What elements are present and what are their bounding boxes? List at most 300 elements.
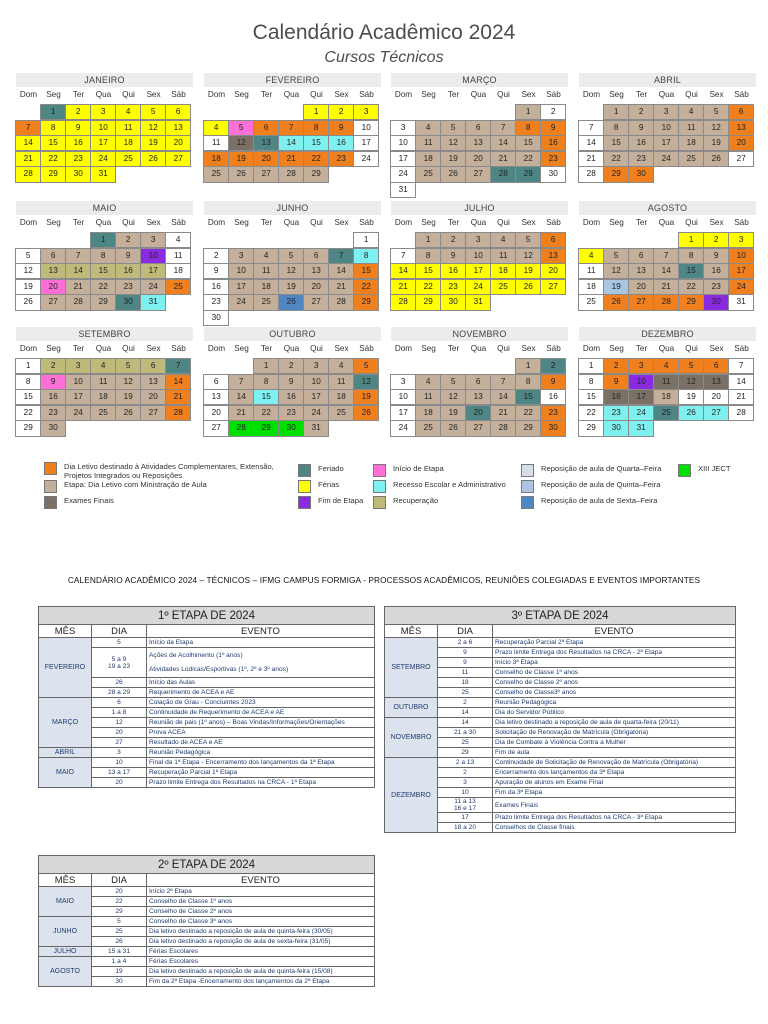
empty-cell [203,232,229,248]
weekday-label: Ter [260,90,273,99]
day-cell: 23 [628,151,654,167]
day-cell: 11 a 13 16 e 17 [438,798,493,813]
day-cell: 4 [115,104,141,120]
day-cell: 18 a 20 [438,823,493,833]
weekday-label: Qua [470,218,487,227]
empty-cell [653,232,679,248]
day-cell: 11 [253,263,279,279]
legend-swatch [521,464,534,477]
day-cell: 7 [65,248,91,264]
weekday-label: Qua [95,344,112,353]
document-heading: CALENDÁRIO ACADÊMICO 2024 – TÉCNICOS – IFMG CAMPUS FORMIGA - PROCESSOS ACADÊMICOS, REUNIÕES COLEGIADAS E EVENTOS IMPORTANTES [67,575,701,585]
day-cell: 27 [253,166,279,182]
event-cell: Conselho de Classe 2º anos [147,907,375,917]
day-cell: 19 [703,135,729,151]
day-cell: 24 [353,151,379,167]
day-cell: 17 [303,389,329,405]
day-cell: 18 [203,151,229,167]
month-name: JULHO [391,201,568,215]
legend-label: Reposição de aula de Quarta–Feira [541,464,662,473]
day-cell: 4 [490,232,516,248]
day-cell: 21 [653,279,679,295]
legend-item [298,464,344,477]
weekday-label: Seg [421,90,436,99]
weekday-label: Qui [122,90,135,99]
empty-cell [490,104,516,120]
day-cell: 20 [703,389,729,405]
month-name: FEVEREIRO [204,73,381,87]
day-cell: 6 [703,358,729,374]
weekday-label: Dom [582,90,601,99]
empty-cell [415,104,441,120]
day-cell: 4 [165,232,191,248]
legend-swatch [373,496,386,509]
weekday-label: Sáb [171,90,186,99]
day-cell: 20 [140,389,166,405]
day-cell: 5 [440,120,466,136]
day-cell: 12 [703,120,729,136]
legend-label: Férias [318,480,340,489]
day-cell: 27 [540,279,566,295]
day-cell: 9 [603,374,629,390]
event-cell: Final da 1ª Etapa - Encerramento dos lançamentos da 1ª Etapa [147,758,375,768]
weekday-label: Seg [234,90,249,99]
day-cell: 25 [678,151,704,167]
day-cell: 25 [115,151,141,167]
day-cell: 23 [278,405,304,421]
day-cell: 19 [92,967,147,977]
day-cell: 8 [253,374,279,390]
day-cell: 6 [92,698,147,708]
col-mes: MÊS [39,874,92,887]
day-cell: 20 [203,405,229,421]
day-cell: 26 [703,151,729,167]
day-cell: 20 [253,151,279,167]
col-mes: MÊS [385,625,438,638]
day-cell: 7 [390,248,416,264]
day-cell: 9 [703,248,729,264]
day-cell: 11 [203,135,229,151]
day-cell: 29 [438,748,493,758]
legend-item [373,496,438,509]
day-cell: 17 [653,135,679,151]
day-cell: 8 [515,120,541,136]
day-cell: 14 [390,263,416,279]
empty-cell [465,358,491,374]
weekday-label: Sex [521,218,536,227]
day-cell: 20 [728,135,754,151]
day-cell: 5 [278,248,304,264]
event-cell: Início 2ª Etapa [147,887,375,897]
day-cell: 25 [92,927,147,937]
col-dia: DIA [92,874,147,887]
day-cell: 20 [92,887,147,897]
day-cell: 28 [328,294,354,310]
empty-cell [253,232,279,248]
month-maio [16,201,193,310]
day-cell: 28 [15,166,41,182]
legend-swatch [678,464,691,477]
day-cell: 15 [253,389,279,405]
day-cell: 16 [540,389,566,405]
day-cell: 7 [165,358,191,374]
day-cell: 21 [65,279,91,295]
day-cell: 23 [540,151,566,167]
day-cell: 13 [540,248,566,264]
day-cell: 25 [328,405,354,421]
day-cell: 12 [515,248,541,264]
table-row [385,688,736,698]
day-cell: 2 [278,358,304,374]
day-cell: 3 [65,358,91,374]
day-cell: 7 [278,120,304,136]
day-cell: 13 [40,263,66,279]
table-row [39,957,375,967]
day-cell: 16 [203,279,229,295]
day-cell: 1 [253,358,279,374]
day-cell: 16 [278,389,304,405]
weekday-label: Seg [421,218,436,227]
month-dezembro [579,327,756,436]
day-cell: 21 [490,151,516,167]
day-cell: 16 [65,135,91,151]
day-cell: 13 [465,389,491,405]
day-cell: 13 [703,374,729,390]
weekday-label: Sáb [546,344,561,353]
day-cell: 27 [703,405,729,421]
day-cell: 2 [628,104,654,120]
month-cell: OUTUBRO [385,698,438,718]
day-cell: 31 [465,294,491,310]
day-cell: 11 [678,120,704,136]
day-cell: 9 [440,248,466,264]
day-cell: 24 [390,420,416,436]
weekday-label: Dom [207,344,226,353]
weekday-header [391,87,568,102]
event-cell: Início 3ª Etapa [493,658,736,668]
weekday-label: Dom [207,218,226,227]
day-cell: 1 [515,358,541,374]
day-cell: 28 [228,420,254,436]
day-cell: 18 [653,389,679,405]
day-cell: 23 [703,279,729,295]
table-row [385,728,736,738]
table-row [385,748,736,758]
legend-item [298,480,339,493]
day-cell: 26 [140,151,166,167]
table-row [385,698,736,708]
day-cell: 11 [415,389,441,405]
day-cell: 28 [653,294,679,310]
day-cell: 2 [40,358,66,374]
weekday-label: Qui [497,90,510,99]
month-cell: MAIO [39,758,92,788]
day-cell: 27 [92,738,147,748]
day-cell: 29 [40,166,66,182]
weekday-label: Ter [447,90,460,99]
day-cell: 8 [40,120,66,136]
day-cell: 1 [515,104,541,120]
table-row [39,917,375,927]
day-cell: 17 [465,263,491,279]
month-cell: FEVEREIRO [39,638,92,698]
day-cell: 23 [65,151,91,167]
day-cell: 13 a 17 [92,768,147,778]
day-cell: 2 [540,358,566,374]
day-cell: 1 [90,232,116,248]
table-row [385,798,736,813]
table-row [385,668,736,678]
event-cell: Início da Etapa [147,638,375,648]
day-cell: 19 [440,405,466,421]
day-cell: 8 [90,248,116,264]
day-cell: 23 [203,294,229,310]
day-cell: 14 [228,389,254,405]
day-cell: 3 [228,248,254,264]
day-cell: 14 [165,374,191,390]
legend-label: Dia Letivo destinado à Atividades Complementares, Extensão, Projetos Integrados ou Reposições [64,462,274,480]
day-cell: 9 [203,263,229,279]
event-cell: Férias Escolares [147,957,375,967]
weekday-label: Qui [685,218,698,227]
day-cell: 18 [253,279,279,295]
event-cell: Prazo limite Entrega dos Resultados na CRCA - 2ª Etapa [493,648,736,658]
weekday-label: Qua [658,90,675,99]
empty-cell [228,232,254,248]
day-cell: 19 [353,389,379,405]
month-cell: JULHO [39,947,92,957]
day-cell: 21 [490,405,516,421]
weekday-label: Sáb [359,90,374,99]
day-cell: 2 [328,104,354,120]
day-cell: 20 [92,778,147,788]
day-cell: 26 [92,937,147,947]
weekday-label: Sex [146,218,161,227]
event-cell: Prazo limite Entrega dos Resultados na CRCA - 3ª Etapa [493,813,736,823]
day-cell: 8 [515,374,541,390]
empty-cell [603,232,629,248]
weekday-label: Seg [609,344,624,353]
month-name: JANEIRO [16,73,193,87]
day-cell: 25 [438,738,493,748]
day-cell: 26 [440,166,466,182]
event-cell: Fim da 2ª Etapa -Encerramento dos lançamentos da 2ª Etapa [147,977,375,987]
day-cell: 15 [415,263,441,279]
legend-label: XIII JECT [698,464,731,473]
day-cell: 28 [578,166,604,182]
day-cell: 14 [438,708,493,718]
day-cell: 20 [628,279,654,295]
day-cell: 30 [540,420,566,436]
month-name: MAIO [16,201,193,215]
day-cell: 15 [678,263,704,279]
day-cell: 24 [303,405,329,421]
day-cell: 13 [465,135,491,151]
month-cell: JUNHO [39,917,92,947]
day-cell: 28 [65,294,91,310]
day-cell: 28 a 29 [92,688,147,698]
day-cell: 15 [40,135,66,151]
weekday-label: Sex [334,90,349,99]
legend-swatch [44,480,57,493]
day-cell: 26 [92,678,147,688]
day-cell: 12 [115,374,141,390]
day-cell: 16 [703,263,729,279]
day-cell: 9 [40,374,66,390]
day-cell: 2 a 13 [438,758,493,768]
event-cell: Fim da 3ª Etapa [493,788,736,798]
month-cell: MARÇO [39,698,92,748]
weekday-header [16,341,193,356]
table-title: 1º ETAPA DE 2024 [39,607,375,625]
month-cell: DEZEMBRO [385,758,438,833]
day-cell: 3 [728,232,754,248]
day-cell: 15 [515,135,541,151]
day-cell: 16 [603,389,629,405]
day-cell: 11 [328,374,354,390]
month-name: DEZEMBRO [579,327,756,341]
day-cell: 30 [65,166,91,182]
day-cell: 14 [653,263,679,279]
day-cell: 21 [15,151,41,167]
event-cell: Dia letivo destinado a reposição de aula de quarta-feira (20/11) [493,718,736,728]
empty-cell [15,232,41,248]
day-cell: 3 [438,778,493,788]
weekday-label: Sáb [171,218,186,227]
day-cell: 1 [303,104,329,120]
day-cell: 20 [92,728,147,738]
day-cell: 21 [165,389,191,405]
legend-swatch [373,480,386,493]
day-cell: 3 [390,120,416,136]
table-title: 2º ETAPA DE 2024 [39,856,375,874]
month-janeiro [16,73,193,182]
day-cell: 31 [390,182,416,198]
day-cell: 27 [728,151,754,167]
table-row [385,758,736,768]
weekday-label: Dom [394,218,413,227]
day-cell: 10 [228,263,254,279]
day-cell: 1 [40,104,66,120]
day-cell: 19 [140,135,166,151]
event-cell: Conselho de Classe3º anos [493,688,736,698]
day-cell: 18 [328,389,354,405]
weekday-label: Qui [310,218,323,227]
weekday-label: Dom [19,90,38,99]
col-dia: DIA [92,625,147,638]
day-cell: 30 [278,420,304,436]
weekday-header [391,215,568,230]
day-cell: 25 [415,166,441,182]
day-cell: 4 [253,248,279,264]
day-cell: 6 [465,374,491,390]
day-cell: 25 [165,279,191,295]
day-cell: 22 [303,151,329,167]
day-cell: 27 [140,405,166,421]
day-cell: 25 [90,405,116,421]
day-cell: 1 [15,358,41,374]
weekday-label: Sex [334,218,349,227]
weekday-label: Seg [234,218,249,227]
weekday-label: Sex [521,90,536,99]
event-cell: Requerimento de ACEA e AE [147,688,375,698]
table-row [385,638,736,648]
day-cell: 10 [628,374,654,390]
weekday-label: Qua [95,90,112,99]
day-cell: 11 [653,374,679,390]
weekday-label: Sex [146,90,161,99]
event-cell: Prova ACEA [147,728,375,738]
day-cell: 20 [465,151,491,167]
day-cell: 4 [328,358,354,374]
table-row [385,738,736,748]
day-cell: 6 [40,248,66,264]
day-cell: 6 [303,248,329,264]
weekday-label: Ter [260,218,273,227]
day-cell: 12 [440,389,466,405]
day-cell: 13 [165,120,191,136]
day-cell: 7 [15,120,41,136]
empty-cell [490,358,516,374]
page-subtitle: Cursos Técnicos [324,49,444,66]
weekday-label: Qui [122,218,135,227]
day-cell: 4 [415,374,441,390]
day-cell: 24 [653,151,679,167]
weekday-label: Seg [421,344,436,353]
day-cell: 25 [490,279,516,295]
table-etapa-1 [38,606,375,788]
day-cell: 6 [728,104,754,120]
day-cell: 27 [165,151,191,167]
page-title: Calendário Acadêmico 2024 [252,21,516,44]
event-cell: Dia letivo destinado a reposição de aula de sexta-feira (31/05) [147,937,375,947]
weekday-label: Qua [283,218,300,227]
day-cell: 8 [578,374,604,390]
day-cell: 3 [628,358,654,374]
day-cell: 25 [253,294,279,310]
day-cell: 21 a 30 [438,728,493,738]
day-cell: 3 [390,374,416,390]
day-cell: 8 [303,120,329,136]
day-cell: 7 [490,374,516,390]
day-cell: 4 [653,358,679,374]
day-cell: 17 [390,405,416,421]
weekday-label: Ter [447,344,460,353]
weekday-label: Sex [146,344,161,353]
event-cell: Conselho de Classe 3º anos [147,917,375,927]
day-cell: 12 [228,135,254,151]
day-cell: 30 [92,977,147,987]
table-title: 3º ETAPA DE 2024 [385,607,736,625]
table-etapa-2 [38,855,375,987]
event-cell: Fim de aula [493,748,736,758]
day-cell: 29 [603,166,629,182]
weekday-label: Sex [709,90,724,99]
day-cell: 1 a 8 [92,708,147,718]
day-cell: 17 [90,135,116,151]
weekday-header [204,215,381,230]
weekday-label: Sex [334,344,349,353]
day-cell: 19 [15,279,41,295]
day-cell: 17 [390,151,416,167]
day-cell: 19 [278,279,304,295]
event-cell: Solicitação de Renovação de Matrícula (Obrigatória) [493,728,736,738]
day-grid [16,358,193,436]
day-cell: 24 [728,279,754,295]
day-cell: 6 [540,232,566,248]
day-cell: 27 [303,294,329,310]
day-cell: 17 [628,389,654,405]
